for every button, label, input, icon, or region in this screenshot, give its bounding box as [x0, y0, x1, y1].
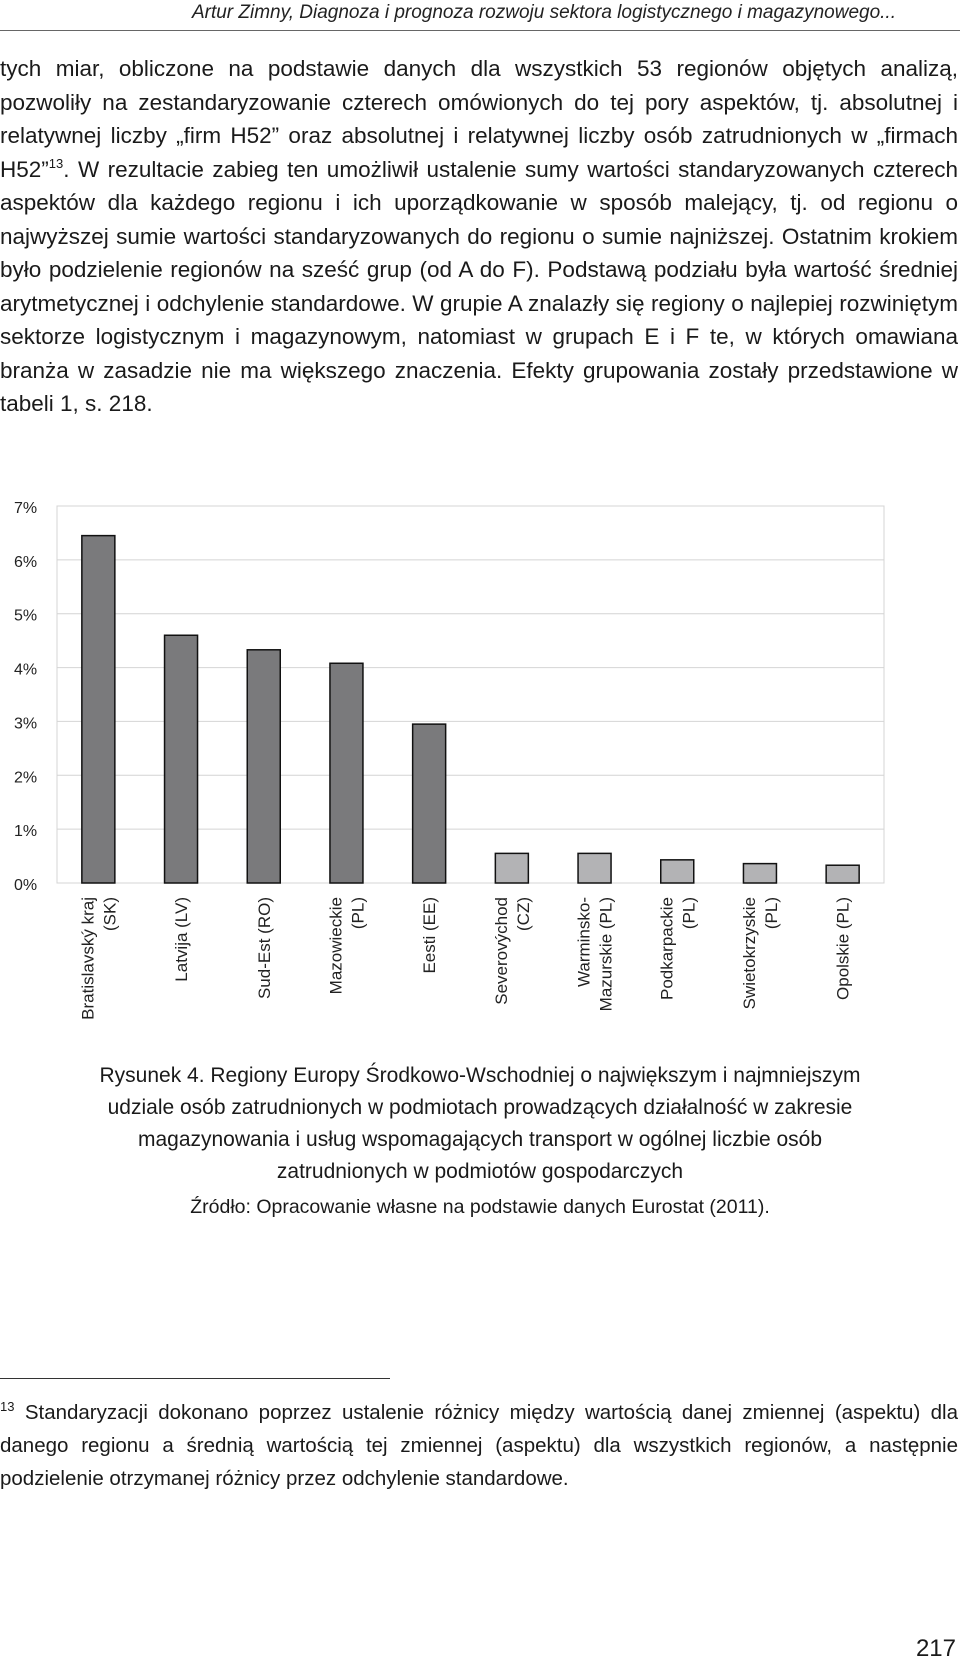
y-tick-label: 4%: [14, 661, 38, 679]
x-tick-label-line: (PL): [761, 897, 781, 930]
figure-source: Źródło: Opracowanie własne na podstawie danych Eurostat (2011).: [190, 1196, 770, 1218]
footnote: [0, 1396, 958, 1495]
x-tick-label-line: Opolskie (PL): [833, 897, 853, 1000]
bar-chart: [0, 500, 960, 1051]
x-tick-label: [657, 897, 698, 1000]
x-tick-label-line: Swietokrzyskie: [739, 897, 759, 1010]
footnote-text: Standaryzacji dokonano poprzez ustalenie różnicy między wartością danej zmiennej (aspektu) dla danego regionu a średnią wartością tej zmiennej (aspektu) dla wszystkich regionów, a następnie podzielenie otrzymanej różnicy przez odchylenie standardowe.: [0, 1401, 958, 1490]
bar: [247, 650, 280, 883]
footnote-separator: [0, 1378, 390, 1379]
x-tick-label-line: Latvija (LV): [172, 897, 192, 982]
y-tick-label: 6%: [14, 553, 38, 571]
caption-line: zatrudnionych w podmiotów gospodarczych: [276, 1160, 684, 1183]
x-tick-label: [78, 897, 119, 1020]
x-tick-label-line: Severovýchod: [491, 897, 511, 1005]
y-tick-label: 0%: [14, 877, 38, 894]
y-axis-ticks: [14, 500, 37, 894]
x-tick-label-line: (SK): [100, 897, 120, 931]
bar: [743, 864, 776, 883]
paragraph-text-part1: tych miar, obliczone na podstawie danych dla wszystkich 53 regionów objętych analizą, pozwoliły na zestandaryzowanie czterech omówionych do tej pory aspektów, tj. absolutnej i relatywnej liczby „firm H52” oraz absolutnej i relatywnej liczby osób zatrudnionych w „firmach H52”: [0, 56, 958, 182]
figure-caption: [0, 1060, 960, 1188]
x-tick-label-line: Mazowieckie: [326, 897, 346, 995]
x-tick-label-line: (PL): [348, 897, 368, 930]
x-tick-label: [172, 897, 191, 982]
chart-svg: [0, 500, 960, 1046]
bar: [661, 860, 694, 883]
caption-line: Rysunek 4. Regiony Europy Środkowo-Wschodniej o największym i najmniejszym: [99, 1064, 861, 1087]
x-tick-label: [575, 897, 616, 1011]
x-tick-label-line: Warminsko-: [574, 897, 594, 988]
footnote-reference: 13: [48, 155, 64, 171]
x-tick-label-line: Sud-Est (RO): [254, 897, 274, 1000]
header-rule: [0, 30, 960, 31]
bars: [82, 536, 859, 883]
x-tick-label: [740, 897, 781, 1009]
footnote-number: 13: [0, 1399, 15, 1414]
x-tick-label-line: Podkarpackie: [657, 897, 677, 1001]
paragraph-text-part2: . W rezultacie zabieg ten umożliwił ustalenie sumy wartości standaryzowanych czterech aspektów dla każdego regionu i ich uporządkowanie w sposób malejący, tj. od regionu o najwyższej sumie wartości standaryzowanych do regionu o sumie najniższej. Ostatnim krokiem było podzielenie regionów na sześć grup (od A do F). Podstawą podziału była wartość średniej arytmetycznej i odchylenie standardowe. W grupie A znalazły się regiony o najlepiej rozwiniętym sektorze logistycznym i magazynowym, natomiast w grupach E i F te, w których omawiana branża w zasadzie nie ma większego znaczenia. Efekty grupowania zostały przedstawione w tabeli 1, s. 218.: [0, 156, 958, 416]
x-tick-label: [255, 897, 274, 999]
y-tick-label: 3%: [14, 715, 38, 733]
x-tick-label-line: Eesti (EE): [420, 897, 440, 974]
x-tick-label-line: Mazurskie (PL): [596, 897, 616, 1012]
running-head: Artur Zimny, Diagnoza i prognoza rozwoju sektora logistycznego i magazynowego...: [191, 2, 896, 23]
bar: [330, 663, 363, 883]
bar: [578, 853, 611, 883]
x-tick-label: [492, 897, 533, 1005]
x-tick-label: [420, 897, 439, 974]
bar: [82, 536, 115, 883]
bar: [495, 853, 528, 883]
caption-line: magazynowania i usług wspomagających transport w ogólnej liczbie osób: [137, 1128, 823, 1151]
x-tick-label: [834, 897, 853, 1000]
x-tick-label: [326, 897, 367, 994]
caption-line: udziale osób zatrudnionych w podmiotach prowadzących działalność w zakresie: [107, 1096, 853, 1119]
bar: [826, 865, 859, 883]
y-tick-label: 5%: [14, 607, 38, 625]
y-tick-label: 1%: [14, 823, 38, 841]
x-tick-label-line: (PL): [679, 897, 699, 930]
bar: [165, 635, 198, 883]
y-tick-label: 2%: [14, 769, 38, 787]
x-tick-label-line: (CZ): [513, 897, 533, 931]
x-axis-labels: [78, 897, 852, 1020]
bar: [413, 724, 446, 883]
body-paragraph: [0, 52, 958, 421]
page-number: 217: [915, 1635, 956, 1662]
y-tick-label: 7%: [14, 500, 38, 517]
x-tick-label-line: Bratislavský kraj: [78, 897, 98, 1020]
